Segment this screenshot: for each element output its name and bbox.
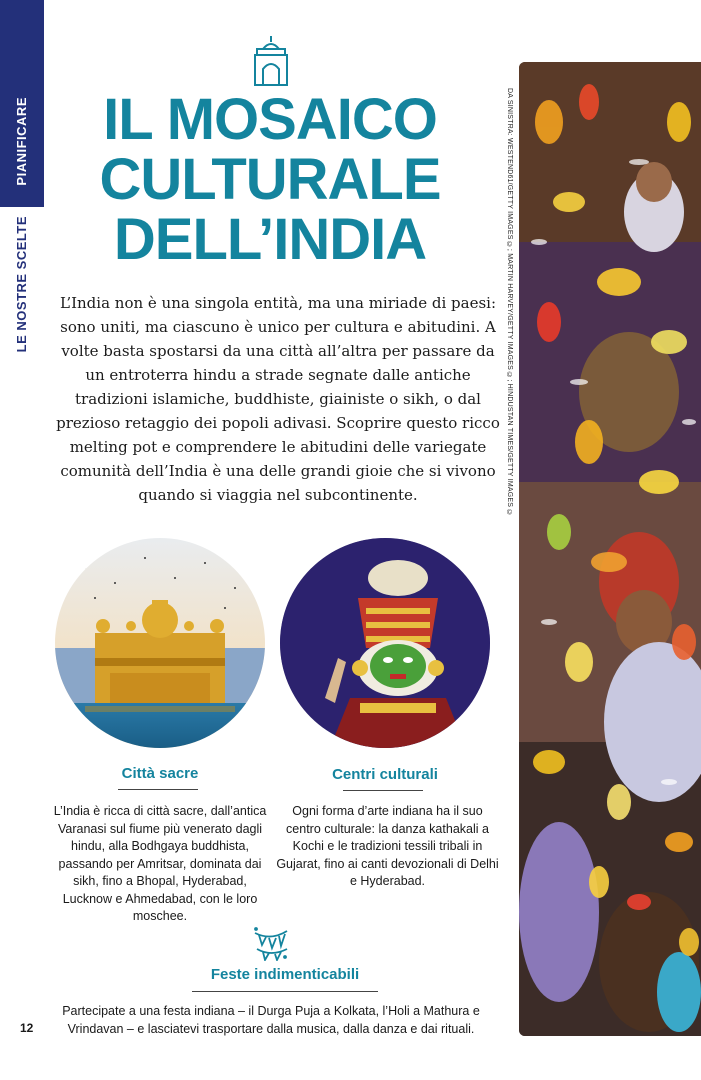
title-line: CULTURALE [99, 147, 441, 212]
title-line: IL MOSAICO [103, 87, 437, 152]
section-heading: Centri culturali [332, 766, 438, 783]
section-tab-label: PIANIFICARE [14, 97, 29, 186]
heading-underline [343, 790, 423, 791]
section-body: Partecipate a una festa indiana – il Durga Puja a Kolkata, l’Holi a Mathura e Vrindavan – e lasciatevi trasportare dalla musica, dalla danza e dai rituali. [62, 1004, 480, 1036]
intro-paragraph: L’India non è una singola entità, ma una miriade di paesi: sono uniti, ma ciascuno è unico per cultura e abitudini. A volte basta spostarsi da una città all’altra per passare da un entroterra hindu a strade segnate dalle antiche tradizioni islamiche, buddhiste, giainiste o sikh, o dal prezioso retaggio dei popoli adivasi. Scoprire questo ricco melting pot e comprendere le abitudini delle variegate comunità dell’India è una delle grandi gioie che si vivono quando si viaggia nel subcontinente. [56, 294, 500, 504]
page-number: 12 [20, 1021, 34, 1035]
festival-bunting-icon [253, 927, 289, 961]
temple-gate-icon [251, 35, 291, 87]
section-heading: Città sacre [121, 765, 199, 782]
golden-temple-photo [55, 538, 265, 748]
page-title [60, 87, 480, 272]
holi-festival-photo [519, 62, 701, 1036]
section-heading: Feste indimenticabili [210, 966, 360, 983]
heading-underline [192, 991, 378, 992]
section-body: Ogni forma d’arte indiana ha il suo centro culturale: la danza kathakali a Kochi e le tradizioni tessili tribali in Gujarat, fino ai canti devozionali di Delhi e Hyderabad. [276, 804, 499, 888]
heading-underline [118, 789, 198, 790]
subsection-tab-label: LE NOSTRE SCELTE [14, 216, 29, 353]
kathakali-dancer-photo [280, 538, 490, 748]
section-body: L’India è ricca di città sacre, dall’antica Varanasi sul fiume più venerato dagli hindu, alla Bodhgaya buddhista, passando per Amritsar, dominata dai sikh, fino a Bhopal, Hyderabad, Lucknow e Ahmedabad, con le loro moschee. [53, 804, 267, 923]
title-line: DELL’INDIA [113, 207, 427, 272]
photo-credit: DA SINISTRA: WESTEND61/GETTY IMAGES ©; MARTIN HARVEY/GETTY IMAGES ©; HINDUSTAN TIMES/GETTY IMAGES © [506, 88, 513, 517]
